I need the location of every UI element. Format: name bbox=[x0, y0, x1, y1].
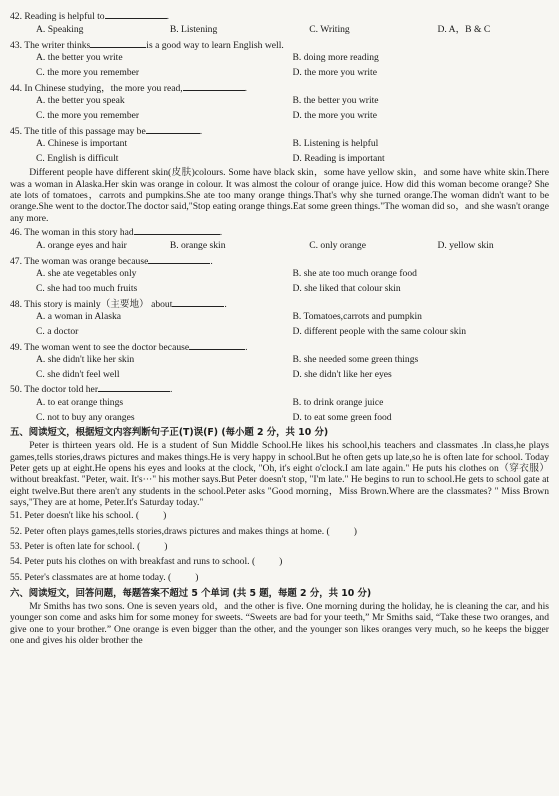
question-50-options bbox=[10, 396, 549, 425]
option-b: B. orange skin bbox=[169, 239, 226, 251]
question-49: 49. The woman went to see the doctor because . bbox=[10, 341, 248, 353]
option-d: D. yellow skin bbox=[437, 239, 494, 251]
question-stem: 50. The doctor told her bbox=[10, 384, 99, 396]
option-d: D. the more you write bbox=[292, 66, 377, 78]
true-false-item: 53. Peter is often late for school. ( ) bbox=[10, 540, 168, 552]
option-a: A. Chinese is important bbox=[36, 138, 128, 150]
option-a: A. Speaking bbox=[36, 23, 84, 35]
answer-blank bbox=[183, 82, 245, 91]
question-50: 50. The doctor told her . bbox=[10, 384, 173, 396]
answer-blank bbox=[98, 383, 170, 392]
option-c: C. only orange bbox=[309, 239, 366, 251]
answer-parentheses: ( ) bbox=[135, 510, 167, 522]
question-44: 44. In Chinese studying，the more you read, . bbox=[10, 82, 248, 94]
reading-passage-peter: Peter is thirteen years old. He is a student of Sun Middle School.He likes his school,his teachers and classmates .In class,he plays games,tells stories,draws pictures and makes things.He is very happy in school.But he often gets up late,so he is often late for school. Today Peter gets up at eight.He opens his eyes and looks at the clock, "Oh, it's eight o'clock.I am late again." He puts his clothes on（穿衣服）without breakfast. "Peter, wait. It's···" his mother says.But Peter doesn't stop, "I'm late." He begins to run to school.He gets to school gate at eight twelve.But there aren't any students in the school.Peter asks "Good morning，Miss Brown.Where are the classmates? " Miss Brown says,"They are at home, Peter.It's Saturday today." bbox=[10, 440, 549, 509]
option-c: C. not to buy any oranges bbox=[36, 411, 135, 423]
answer-parentheses: ( ) bbox=[251, 556, 283, 568]
question-46-options bbox=[10, 238, 549, 252]
option-d: D. the more you write bbox=[292, 109, 377, 121]
question-49-options bbox=[10, 353, 549, 382]
question-45-options bbox=[10, 137, 549, 166]
answer-blank bbox=[90, 39, 146, 48]
question-stem: 48. This story is mainly（主要地） about bbox=[10, 298, 173, 310]
option-a: A. she ate vegetables only bbox=[36, 268, 137, 280]
option-b: B. doing more reading bbox=[292, 52, 379, 64]
answer-parentheses: ( ) bbox=[168, 571, 199, 583]
answer-blank bbox=[105, 10, 167, 19]
option-c: C. she didn't feel well bbox=[36, 368, 120, 380]
question-stem: 46. The woman in this story had bbox=[10, 227, 134, 238]
true-false-item: 52. Peter often plays games,tells stories,draws pictures and makes things at home. ( ) bbox=[10, 525, 357, 537]
answer-blank bbox=[134, 226, 220, 235]
option-a: A. a woman in Alaska bbox=[36, 311, 121, 323]
option-d: D. she didn't like her eyes bbox=[292, 368, 392, 380]
option-a: A. the better you speak bbox=[36, 95, 125, 107]
answer-blank bbox=[189, 341, 245, 350]
question-44-options bbox=[10, 94, 549, 123]
option-a: A. to eat orange things bbox=[36, 397, 124, 409]
answer-blank bbox=[172, 298, 224, 307]
question-47: 47. The woman was orange because . bbox=[10, 255, 213, 267]
option-b: B. she ate too much orange food bbox=[292, 268, 417, 280]
option-a: A. the better you write bbox=[36, 52, 123, 64]
option-c: C. a doctor bbox=[36, 325, 79, 337]
option-c: C. the more you remember bbox=[36, 66, 140, 78]
option-b: B. Tomatoes,carrots and pumpkin bbox=[292, 311, 422, 323]
option-c: C. English is difficult bbox=[36, 152, 119, 164]
option-a: A. orange eyes and hair bbox=[36, 239, 127, 251]
question-48-options bbox=[10, 310, 549, 339]
option-b: B. to drink orange juice bbox=[292, 397, 384, 409]
question-stem: 43. The writer thinks bbox=[10, 39, 91, 51]
section-heading-true-false: 五、阅读短文，根据短文内容判断句子正(T)误(F) (每小题 2 分，共 10 分) bbox=[10, 427, 329, 439]
question-stem: 49. The woman went to see the doctor because bbox=[10, 341, 190, 353]
question-stem: 47. The woman was orange because bbox=[10, 255, 149, 267]
option-c: C. Writing bbox=[309, 23, 350, 35]
question-43-options bbox=[10, 51, 549, 80]
question-48: 48. This story is mainly（主要地） about . bbox=[10, 298, 227, 310]
option-b: B. Listening bbox=[169, 23, 218, 35]
option-b: B. the better you write bbox=[292, 95, 379, 107]
reading-passage-orange-woman: Different people have different skin(皮肤)colours. Some have black skin，some have yellow skin，and some have white skin.There was a woman in Alaska.Her skin was orange in colour. It was almost the colour of orange juice. How did this woman become orange? She ate lots of tomatoes，carrots and pumpkins.She ate too many orange things.That's why she turned orange.The woman didn't want to be orange.She went to the doctor.The doctor said,"Stop eating orange things.Eat some green things."The woman did so，and she wasn't orange any more. bbox=[10, 167, 549, 224]
true-false-item: 54. Peter puts his clothes on with breakfast and runs to school. ( ) bbox=[10, 556, 283, 568]
answer-parentheses: ( ) bbox=[137, 540, 168, 552]
question-46: 46. The woman in this story had . bbox=[10, 227, 223, 238]
option-b: B. Listening is helpful bbox=[292, 138, 379, 150]
question-47-options bbox=[10, 267, 549, 296]
question-42-options bbox=[10, 22, 549, 36]
option-d: D. A，B & C bbox=[437, 23, 491, 35]
true-false-item: 51. Peter doesn't like his school. ( ) bbox=[10, 510, 167, 522]
question-43: 43. The writer thinks is a good way to learn English well. bbox=[10, 39, 284, 51]
section-heading-short-answer: 六、阅读短文，回答问题，每题答案不超过 5 个单词 (共 5 题，每题 2 分，共 10 分) bbox=[10, 587, 372, 599]
question-stem: 44. In Chinese studying，the more you read, bbox=[10, 82, 183, 94]
option-d: D. she liked that colour skin bbox=[292, 282, 401, 294]
option-b: B. she needed some green things bbox=[292, 354, 419, 366]
question-stem: 42. Reading is helpful to bbox=[10, 11, 105, 22]
question-45: 45. The title of this passage may be . bbox=[10, 125, 203, 137]
option-d: D. Reading is important bbox=[292, 152, 385, 164]
option-c: C. she had too much fruits bbox=[36, 282, 138, 294]
answer-blank bbox=[146, 125, 200, 134]
option-a: A. she didn't like her skin bbox=[36, 354, 135, 366]
true-false-item: 55. Peter's classmates are at home today. ( ) bbox=[10, 571, 199, 583]
question-42: 42. Reading is helpful to . bbox=[10, 11, 169, 22]
answer-blank bbox=[148, 255, 210, 264]
option-c: C. the more you remember bbox=[36, 109, 140, 121]
option-d: D. different people with the same colour skin bbox=[292, 325, 467, 337]
answer-parentheses: ( ) bbox=[326, 525, 357, 537]
option-d: D. to eat some green food bbox=[292, 411, 392, 423]
question-stem: 45. The title of this passage may be bbox=[10, 125, 146, 137]
reading-passage-mr-smiths: Mr Smiths has two sons. One is seven years old，and the other is five. One morning during the holiday, he is cleaning the car, and his younger son come and asks him for some money for sweets. “Sweets are bad for your teeth,” Mr Smiths said, “Take these two oranges, and give one to your brother.” One orange is even bigger than the other, and the younger son likes oranges very much, so he keeps the bigger one and gives his older brother the bbox=[10, 601, 549, 646]
